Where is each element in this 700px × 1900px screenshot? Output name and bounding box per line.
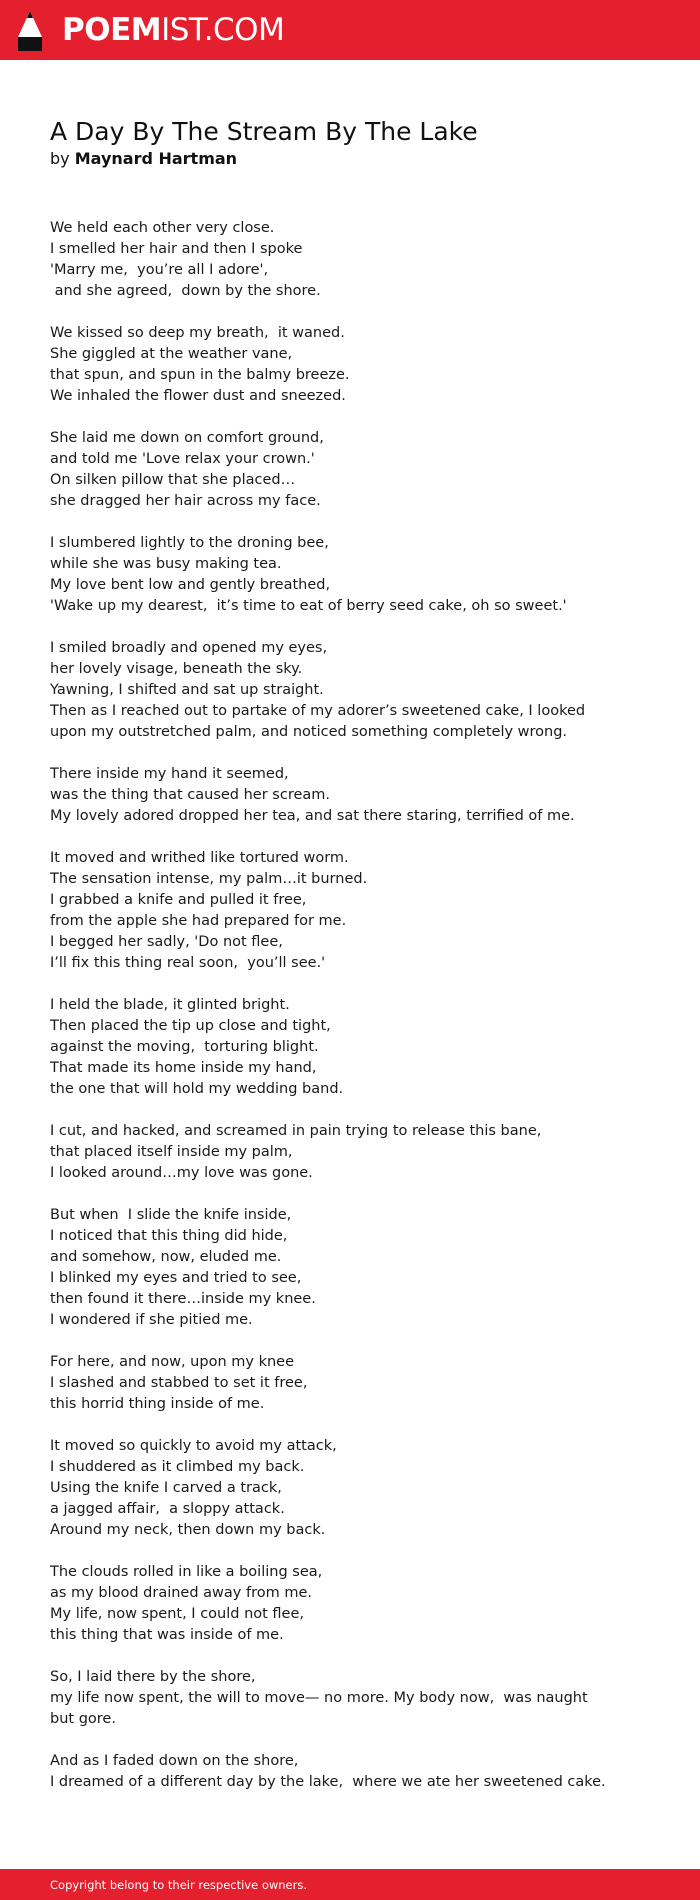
poem-line: Then as I reached out to partake of my adorer’s sweetened cake, I looked <box>50 703 586 719</box>
site-logo[interactable] <box>62 11 284 49</box>
poem-line: For here, and now, upon my knee <box>50 1354 294 1370</box>
poem-line: I grabbed a knife and pulled it free, <box>50 892 307 908</box>
poem-line: Yawning, I shifted and sat up straight. <box>50 682 324 698</box>
poem-stanza <box>50 1562 660 1646</box>
poem-line: My life, now spent, I could not flee, <box>50 1606 305 1622</box>
poem-line: Using the knife I carved a track, <box>50 1480 282 1496</box>
poem-line: She laid me down on comfort ground, <box>50 430 324 446</box>
poem-line: I dreamed of a different day by the lake, where we ate her sweetened cake. <box>50 1774 606 1790</box>
poem-line: the one that will hold my wedding band. <box>50 1081 344 1097</box>
poem-line: while she was busy making tea. <box>50 556 282 572</box>
poem-line: 'Marry me, you’re all I adore', <box>50 262 269 278</box>
poem-stanza <box>50 1436 660 1541</box>
poem-body <box>50 218 660 1814</box>
site-header <box>0 0 700 60</box>
copyright-notice: Copyright belong to their respective owners. <box>50 1878 308 1892</box>
poem-line: I slashed and stabbed to set it free, <box>50 1375 308 1391</box>
byline <box>50 148 237 170</box>
poem-line: that placed itself inside my palm, <box>50 1144 293 1160</box>
poem-line: And as I faded down on the shore, <box>50 1753 299 1769</box>
poem-stanza <box>50 995 660 1100</box>
poem-line: That made its home inside my hand, <box>50 1060 317 1076</box>
poem-line: I slumbered lightly to the droning bee, <box>50 535 329 551</box>
poem-title: A Day By The Stream By The Lake <box>50 117 478 146</box>
poem-line: But when I slide the knife inside, <box>50 1207 292 1223</box>
poem-line: I smelled her hair and then I spoke <box>50 241 303 257</box>
poem-stanza <box>50 323 660 407</box>
poem-line: I looked around…my love was gone. <box>50 1165 313 1181</box>
poem-stanza <box>50 1751 660 1793</box>
poem-line: and told me 'Love relax your crown.' <box>50 451 315 467</box>
poem-line: The sensation intense, my palm…it burned. <box>50 871 368 887</box>
site-footer <box>0 1869 700 1900</box>
logo-light-text: IST.COM <box>161 12 285 48</box>
poem-line: this thing that was inside of me. <box>50 1627 284 1643</box>
poem-stanza <box>50 638 660 743</box>
poem-line: There inside my hand it seemed, <box>50 766 289 782</box>
poem-stanza <box>50 428 660 512</box>
poem-stanza <box>50 218 660 302</box>
poem-line: We kissed so deep my breath, it waned. <box>50 325 345 341</box>
poem-stanza <box>50 1205 660 1331</box>
poem-line: Around my neck, then down my back. <box>50 1522 326 1538</box>
poem-line: as my blood drained away from me. <box>50 1585 312 1601</box>
poem-line: that spun, and spun in the balmy breeze. <box>50 367 350 383</box>
poem-line: On silken pillow that she placed… <box>50 472 296 488</box>
poem-line: I held the blade, it glinted bright. <box>50 997 290 1013</box>
poem-line: from the apple she had prepared for me. <box>50 913 347 929</box>
poem-line: she dragged her hair across my face. <box>50 493 321 509</box>
pencil-tip-icon[interactable] <box>18 11 42 51</box>
poem-line: I smiled broadly and opened my eyes, <box>50 640 328 656</box>
poem-line: I blinked my eyes and tried to see, <box>50 1270 302 1286</box>
poem-stanza <box>50 1667 660 1730</box>
poem-line: a jagged affair, a sloppy attack. <box>50 1501 285 1517</box>
poem-line: but gore. <box>50 1711 116 1727</box>
logo-bold-text: POEM <box>62 12 162 48</box>
poem-line: I wondered if she pitied me. <box>50 1312 253 1328</box>
by-label: by <box>50 149 70 168</box>
poem-line: My love bent low and gently breathed, <box>50 577 331 593</box>
poem-line: The clouds rolled in like a boiling sea, <box>50 1564 323 1580</box>
poem-stanza <box>50 848 660 974</box>
poem-line: I cut, and hacked, and screamed in pain trying to release this bane, <box>50 1123 542 1139</box>
poem-line: and she agreed, down by the shore. <box>50 283 321 299</box>
poem-stanza <box>50 1352 660 1415</box>
poem-line: Then placed the tip up close and tight, <box>50 1018 331 1034</box>
poem-line: her lovely visage, beneath the sky. <box>50 661 303 677</box>
poem-line: then found it there…inside my knee. <box>50 1291 316 1307</box>
poem-stanza <box>50 764 660 827</box>
poem-stanza <box>50 533 660 617</box>
poem-line: It moved so quickly to avoid my attack, <box>50 1438 337 1454</box>
poem-line: I noticed that this thing did hide, <box>50 1228 288 1244</box>
poem-line: this horrid thing inside of me. <box>50 1396 265 1412</box>
author-name: Maynard Hartman <box>74 149 238 168</box>
poem-line: So, I laid there by the shore, <box>50 1669 256 1685</box>
poem-line: and somehow, now, eluded me. <box>50 1249 282 1265</box>
poem-line: We inhaled the flower dust and sneezed. <box>50 388 346 404</box>
poem-line: against the moving, torturing blight. <box>50 1039 319 1055</box>
poem-line: I begged her sadly, 'Do not flee, <box>50 934 283 950</box>
poem-line: It moved and writhed like tortured worm. <box>50 850 349 866</box>
poem-line: 'Wake up my dearest, it’s time to eat of berry seed cake, oh so sweet.' <box>50 598 567 614</box>
poem-line: My lovely adored dropped her tea, and sat there staring, terrified of me. <box>50 808 575 824</box>
poem-line: upon my outstretched palm, and noticed something completely wrong. <box>50 724 568 740</box>
poem-line: I shuddered as it climbed my back. <box>50 1459 305 1475</box>
poem-stanza <box>50 1121 660 1184</box>
poem-line: We held each other very close. <box>50 220 275 236</box>
poem-line: my life now spent, the will to move— no more. My body now, was naught <box>50 1690 588 1706</box>
poem-line: I’ll fix this thing real soon, you’ll see.' <box>50 955 326 971</box>
poem-line: was the thing that caused her scream. <box>50 787 331 803</box>
poem-line: She giggled at the weather vane, <box>50 346 293 362</box>
